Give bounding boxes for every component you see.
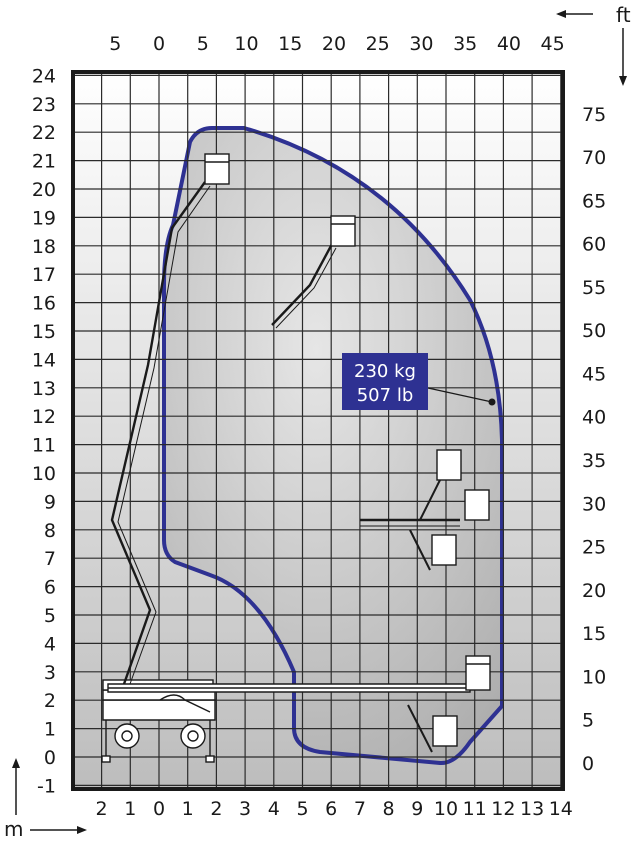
tick-label: 4: [267, 798, 280, 820]
tick-label: 9: [43, 491, 56, 514]
tick-label: 2: [43, 690, 56, 713]
tick-label: 35: [582, 450, 607, 473]
tick-label: 40: [496, 33, 522, 55]
tick-label: 7: [43, 548, 56, 571]
tick-label: 40: [582, 406, 607, 429]
tick-label: 25: [365, 33, 390, 55]
tick-label: 65: [582, 190, 607, 213]
tick-label: 14: [548, 798, 573, 820]
tick-label: 55: [582, 276, 607, 299]
tick-label: 13: [31, 377, 56, 400]
tick-label: -1: [37, 775, 56, 798]
tick-label: 3: [43, 661, 56, 684]
tick-label: 22: [31, 122, 56, 145]
tick-label: 18: [31, 235, 56, 258]
tick-label: 6: [325, 798, 338, 820]
tick-label: 2: [210, 798, 223, 820]
tick-label: 6: [43, 576, 56, 599]
tick-label: 21: [31, 150, 56, 173]
tick-label: 8: [43, 519, 56, 542]
load-lb: 507 lb: [356, 385, 414, 406]
tick-label: 12: [31, 406, 56, 429]
tick-label: 5: [582, 709, 595, 732]
tick-label: 30: [582, 493, 607, 516]
feet-y-axis: [582, 104, 606, 775]
tick-label: 4: [43, 633, 56, 656]
tick-label: 2: [95, 798, 108, 820]
load-kg: 230 kg: [354, 361, 416, 382]
tick-label: 5: [296, 798, 309, 820]
tick-label: 15: [582, 623, 607, 646]
tick-label: 10: [433, 798, 459, 820]
tick-label: 12: [491, 798, 516, 820]
tick-label: 5: [43, 605, 56, 627]
feet-x-axis: [109, 33, 565, 55]
tick-label: 0: [152, 33, 166, 55]
tick-label: 35: [453, 33, 478, 55]
meters-x-axis: [96, 798, 573, 820]
tick-label: 45: [582, 363, 607, 386]
tick-label: 3: [239, 798, 252, 820]
tick-label: 45: [540, 33, 565, 55]
feet-unit-label: ft: [616, 3, 631, 27]
tick-label: 1: [124, 798, 137, 820]
tick-label: 75: [582, 103, 607, 126]
tick-label: 20: [31, 179, 56, 201]
tick-label: 20: [582, 579, 607, 602]
tick-label: 10: [31, 463, 56, 485]
tick-label: 60: [582, 233, 607, 256]
tick-label: 7: [353, 798, 366, 820]
tick-label: 10: [582, 666, 607, 689]
tick-label: 15: [31, 321, 56, 343]
meters-y-axis: [32, 65, 56, 797]
tick-label: 11: [462, 798, 487, 820]
tick-label: 19: [31, 207, 56, 230]
tick-label: 17: [31, 264, 56, 287]
tick-label: 25: [582, 536, 607, 559]
tick-label: 5: [196, 33, 209, 55]
feet-unit-indicator: [556, 3, 631, 86]
tick-label: 70: [582, 147, 607, 170]
tick-label: 0: [152, 798, 166, 820]
tick-label: 24: [31, 65, 56, 88]
tick-label: 11: [31, 434, 56, 457]
tick-label: 50: [582, 320, 607, 343]
tick-label: 1: [43, 718, 56, 741]
tick-label: 23: [31, 93, 56, 116]
tick-label: 0: [43, 747, 56, 769]
tick-label: 8: [382, 798, 395, 820]
tick-label: 13: [520, 798, 545, 820]
tick-label: 16: [31, 292, 56, 315]
tick-label: 20: [321, 33, 347, 55]
tick-label: 9: [411, 798, 424, 820]
tick-label: 10: [234, 33, 259, 55]
tick-label: 0: [582, 753, 595, 775]
tick-label: 14: [31, 349, 56, 372]
tick-label: 1: [181, 798, 194, 820]
tick-label: 30: [409, 33, 434, 55]
tick-label: 15: [278, 33, 303, 55]
tick-label: 5: [109, 33, 122, 55]
meters-unit-label: m: [4, 817, 24, 841]
